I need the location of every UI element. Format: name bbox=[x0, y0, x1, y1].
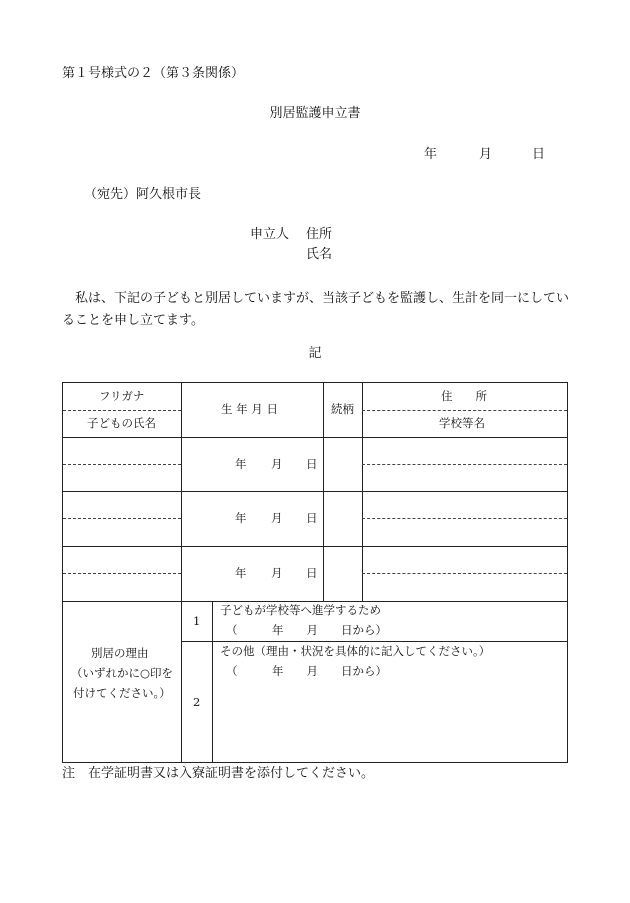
date-day-label: 日 bbox=[532, 147, 546, 162]
header-birthdate: 生 年 月 日 bbox=[221, 402, 278, 416]
document-title: 別居監護申立書 bbox=[269, 106, 361, 121]
row2-year: 年 bbox=[235, 511, 247, 525]
reason-instruction-1: （いずれかに○印を bbox=[71, 666, 174, 680]
header-child-name: 子どもの氏名 bbox=[87, 416, 156, 430]
date-month-label: 月 bbox=[479, 147, 493, 162]
row2-day: 日 bbox=[306, 511, 318, 525]
applicant-name-label: 氏名 bbox=[306, 247, 333, 262]
footnote: 注 在学証明書又は入寮証明書を添付してください。 bbox=[62, 766, 375, 781]
reason-instruction-2: 付けてください。） bbox=[73, 686, 171, 700]
row3-month: 月 bbox=[271, 566, 283, 580]
header-relation: 続柄 bbox=[331, 402, 354, 416]
option-2-number: 2 bbox=[193, 695, 201, 709]
option-1-date: （ 年 月 日から） bbox=[226, 623, 387, 637]
row1-year: 年 bbox=[235, 457, 247, 471]
header-school: 学校等名 bbox=[439, 416, 485, 430]
row3-day: 日 bbox=[306, 566, 318, 580]
header-address: 住 所 bbox=[441, 389, 487, 403]
applicant-label: 申立人 bbox=[250, 227, 290, 242]
row1-day: 日 bbox=[306, 457, 318, 471]
children-table bbox=[62, 382, 568, 763]
row3-year: 年 bbox=[235, 566, 247, 580]
applicant-address-label: 住所 bbox=[306, 227, 333, 242]
header-furigana: フリガナ bbox=[99, 389, 145, 403]
row2-month: 月 bbox=[271, 511, 283, 525]
ki-heading: 記 bbox=[308, 346, 322, 361]
row1-month: 月 bbox=[271, 457, 283, 471]
statement-text: 私は、下記の子どもと別居していますが、当該子どもを監護し、生計を同一にしていることを申し立てます。 bbox=[62, 291, 570, 328]
option-1-text: 子どもが学校等へ進学するため bbox=[220, 603, 381, 617]
form-number: 第１号様式の２（第３条関係） bbox=[62, 66, 245, 81]
date-year-label: 年 bbox=[424, 147, 438, 162]
option-2-date: （ 年 月 日から） bbox=[226, 664, 387, 678]
reason-label: 別居の理由 bbox=[91, 646, 149, 660]
option-1-number: 1 bbox=[193, 614, 201, 628]
option-2-text: その他（理由・状況を具体的に記入してください。） bbox=[220, 644, 491, 658]
addressee: （宛先）阿久根市長 bbox=[84, 187, 202, 202]
